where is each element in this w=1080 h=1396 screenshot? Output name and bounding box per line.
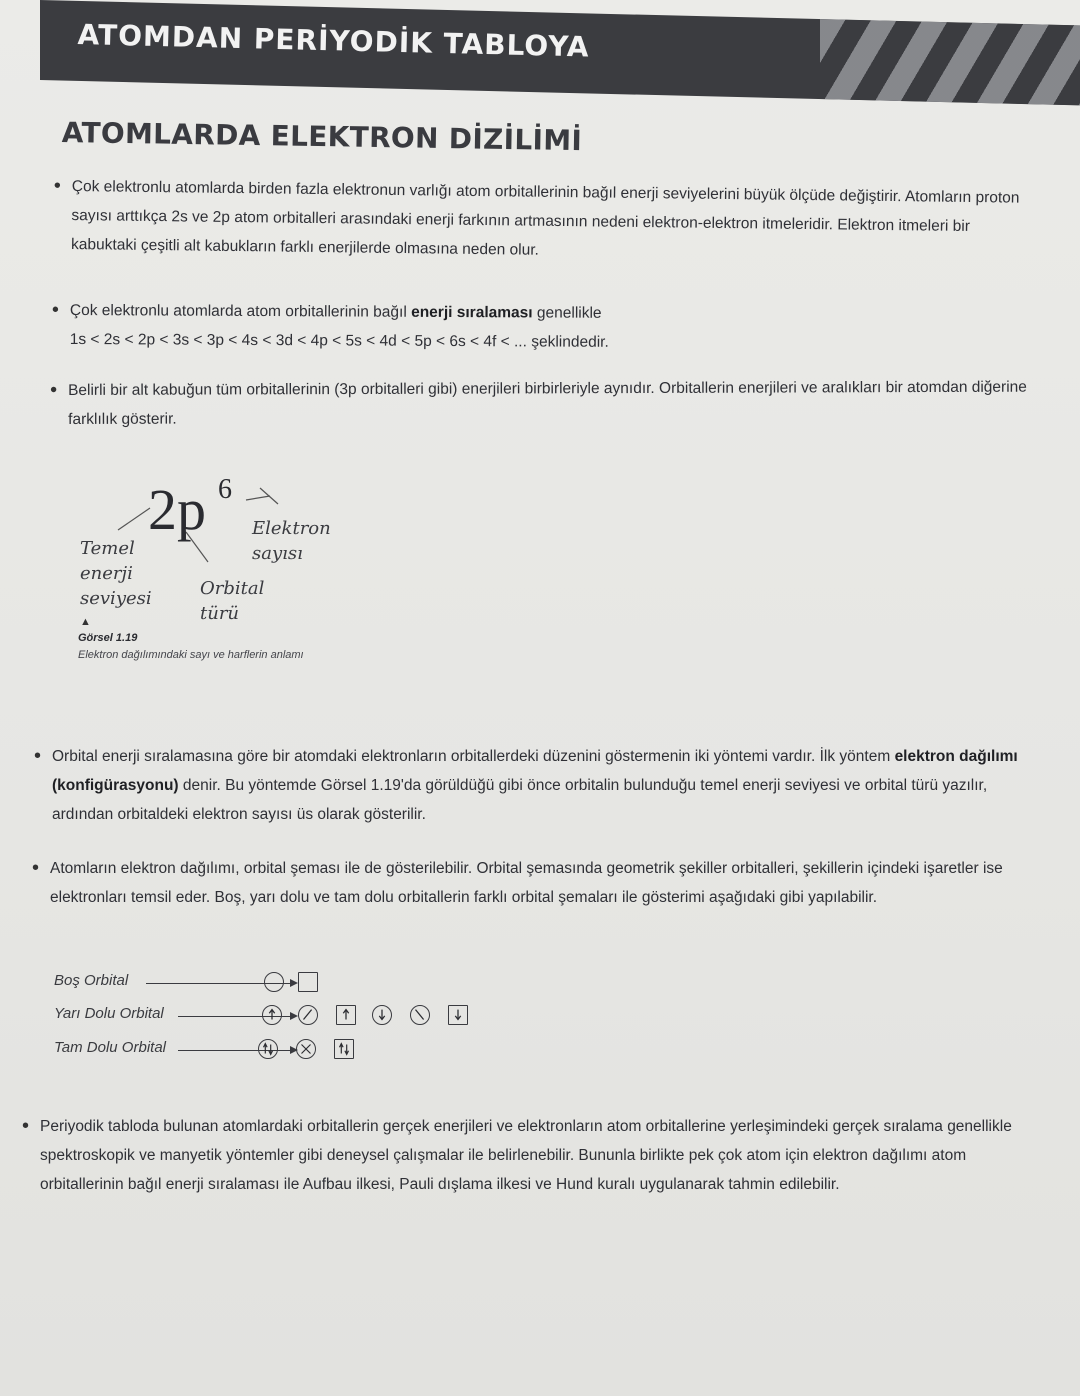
caption-text: Elektron dağılımındaki sayı ve harflerin anlamı <box>78 649 304 661</box>
paragraph-text <box>52 742 1042 829</box>
label-line: seviyesi <box>80 588 152 609</box>
half-square-up-orbital <box>336 1005 356 1025</box>
half-circle-up-orbital <box>262 1005 282 1025</box>
figure-1-19 <box>70 470 370 690</box>
header-stripes <box>820 19 1080 105</box>
text-segment: Çok elektronlu atomlarda atom orbitallerinin bağıl <box>69 301 412 321</box>
paragraph-text: Periyodik tabloda bulunan atomlardaki orbitallerin gerçek enerjileri ve elektronların atom orbitallerine yerleşimindeki gerçek sıralama genellikle spektroskopik ve manyetik yöntemler gibi deneysel çalışmalar ile belirlenebilir. Bununla birlikte pek çok atom için elektron dağılımı atom orbitallerinin bağıl enerji sıralaması ile Aufbau ilkesi, Pauli dışlama ilkesi ve Hund kuralı uygulanarak tahmin edilebilir. <box>40 1118 1012 1193</box>
orbital-row-half <box>54 1003 534 1031</box>
empty-square-orbital <box>298 972 318 992</box>
orbital-label: Yarı Dolu Orbital <box>54 1005 164 1022</box>
paragraph-text: Belirli bir alt kabuğun tüm orbitallerinin (3p orbitalleri gibi) enerjileri birbirleriyle aynıdır. Orbitallerin enerjileri ve aralıkları bir atomdan diğerine farklılık gösterir. <box>68 378 1027 428</box>
bullet-paragraph-1 <box>53 172 1022 271</box>
bullet-paragraph-3 <box>50 373 1028 434</box>
label-line: Orbital <box>200 578 265 599</box>
notation-superscript: 6 <box>218 474 232 505</box>
label-line: sayısı <box>252 543 303 564</box>
orbital-row-full <box>54 1037 534 1065</box>
notation-2p: 2p <box>148 477 206 542</box>
label-orbital-type <box>200 576 264 626</box>
bullet-dot: • <box>34 745 42 767</box>
label-line: enerji <box>80 563 133 584</box>
half-circle-slash-orbital <box>298 1005 318 1025</box>
half-circle-backslash-orbital <box>410 1005 430 1025</box>
empty-circle-orbital <box>264 972 284 992</box>
text-segment: Orbital enerji sıralamasına göre bir atomdaki elektronların orbitallerdeki düzenini göstermenin iki yöntemi vardır. İlk yöntem <box>52 748 895 765</box>
full-circle-updown-orbital <box>258 1039 278 1059</box>
text-segment: denir. Bu yöntemde Görsel 1.19'da görüldüğü gibi önce orbitalin bulunduğu temel enerji seviyesi ve orbital türü yazılır, ardından orbitaldeki elektron sayısı üs olarak gösterilir. <box>52 777 988 823</box>
paragraph-text: Atomların elektron dağılımı, orbital şeması ile de gösterilebilir. Orbital şemasında geometrik şekiller orbitalleri, şekillerin içindeki işaretler ise elektronları temsil eder. Boş, yarı dolu ve tam dolu orbitallerin farklı orbital şemaları ile gösterimi aşağıdaki gibi yapılabilir. <box>50 860 1003 906</box>
bullet-paragraph-4 <box>34 742 1042 829</box>
orbital-label: Tam Dolu Orbital <box>54 1039 166 1056</box>
label-line: türü <box>200 603 240 624</box>
label-line: Temel <box>80 538 135 559</box>
full-square-updown-orbital <box>334 1039 354 1059</box>
arrow-icon <box>178 1050 296 1051</box>
paragraph-text: Çok elektronlu atomlarda birden fazla elektronun varlığı atom orbitallerinin bağıl enerji seviyelerini büyük ölçüde değiştirir. Atomların proton sayısı arttıkça 2s ve 2p atom orbitalleri arasındaki enerji farkının artmasının nedeni elektron-elektron itmeleridir. Elektron itmeleri bir kabuktaki çeşitli alt kabukların farklı enerjilerde olmasına neden olur. <box>71 177 1020 259</box>
bullet-dot: • <box>32 857 40 879</box>
chapter-title: ATOMDAN PERİYODİK TABLOYA <box>77 18 590 64</box>
bold-term: enerji sıralaması <box>411 303 533 322</box>
half-square-down-orbital <box>448 1005 468 1025</box>
text-segment: genellikle <box>532 304 602 322</box>
bullet-paragraph-5 <box>32 854 1040 912</box>
caption-title: Görsel 1.19 <box>78 632 138 644</box>
orbital-label: Boş Orbital <box>54 972 129 989</box>
bullet-paragraph-2 <box>51 296 1010 359</box>
bullet-dot: • <box>53 174 61 197</box>
bold-term: elektron dağılımı (konfigürasyonu) <box>52 748 1018 794</box>
bullet-dot: • <box>22 1115 30 1137</box>
label-energy-level <box>80 536 152 611</box>
bullet-dot: • <box>50 379 58 402</box>
label-line: Elektron <box>252 518 331 539</box>
full-circle-cross-orbital <box>296 1039 316 1059</box>
section-title: ATOMLARDA ELEKTRON DİZİLİMİ <box>61 116 583 158</box>
energy-order: 1s < 2s < 2p < 3s < 3p < 4s < 3d < 4p < 5s < 4d < 5p < 6s < 4f < ... şeklindedir. <box>69 330 609 351</box>
orbital-row-empty <box>54 970 534 998</box>
bullet-dot: • <box>51 298 60 321</box>
caption-triangle-icon: ▲ <box>80 616 91 628</box>
bullet-paragraph-6 <box>22 1112 1050 1199</box>
label-electron-count <box>252 516 331 566</box>
half-circle-down-orbital <box>372 1005 392 1025</box>
